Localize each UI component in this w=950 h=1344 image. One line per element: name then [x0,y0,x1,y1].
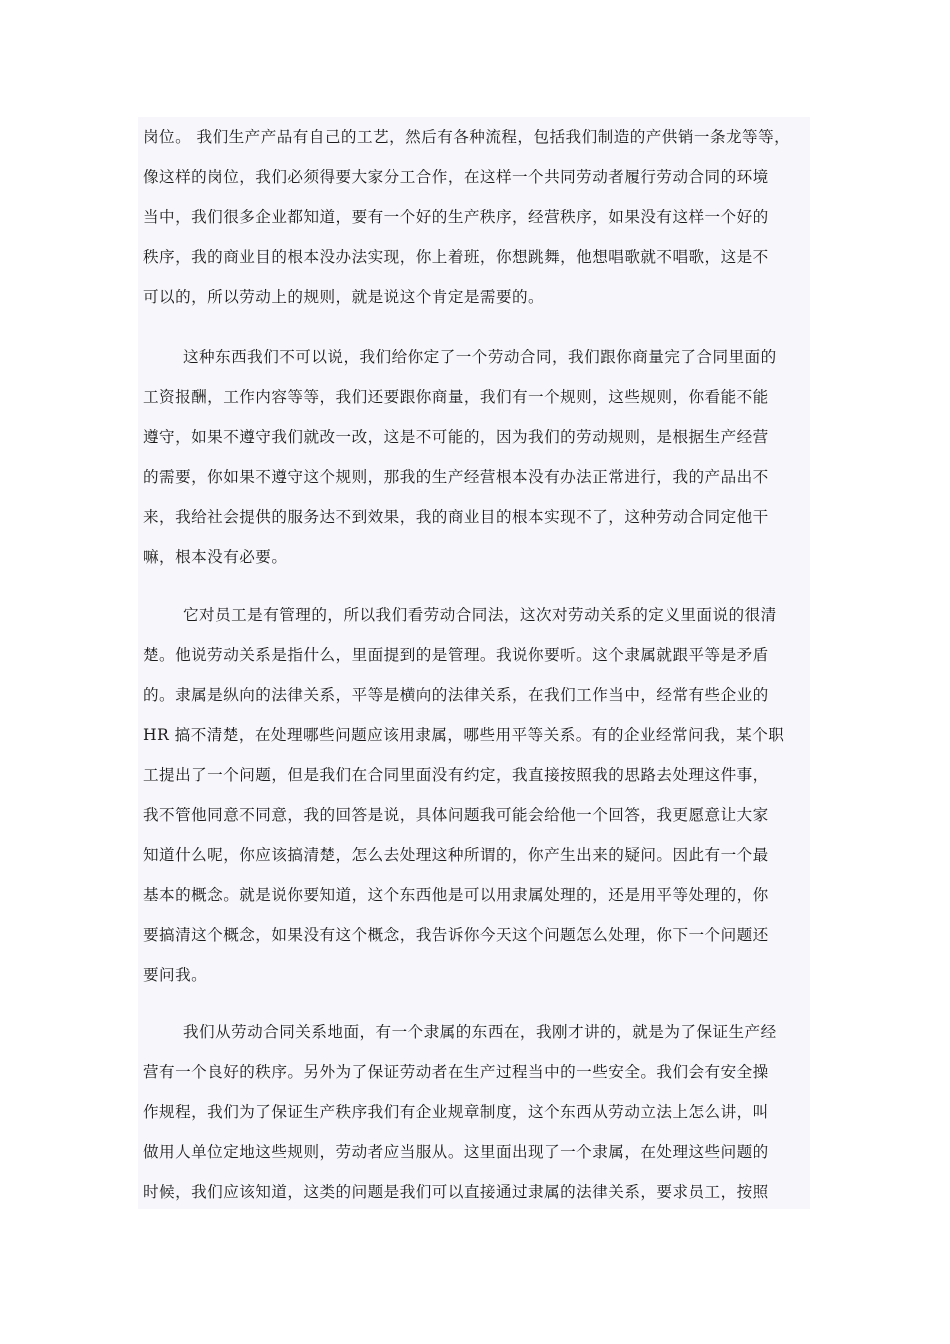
paragraph-line: 岗位。 我们生产产品有自己的工艺，然后有各种流程，包括我们制造的产供销一条龙等等， [143,128,791,146]
paragraph-line: 像这样的岗位，我们必须得要大家分工合作，在这样一个共同劳动者履行劳动合同的环境 [143,168,769,186]
paragraph-line: 它对员工是有管理的，所以我们看劳动合同法，这次对劳动关系的定义里面说的很清 [183,606,777,624]
paragraph-line: 可以的，所以劳动上的规则，就是说这个肯定是需要的。 [143,288,545,306]
paragraph-line: 要搞清这个概念，如果没有这个概念，我告诉你今天这个问题怎么处理，你下一个问题还 [143,926,769,944]
paragraph-line: 来，我给社会提供的服务达不到效果，我的商业目的根本实现不了，这种劳动合同定他干 [143,508,769,526]
paragraph-3 [143,595,784,995]
paragraph-line: 知道什么呢，你应该搞清楚，怎么去处理这种所谓的，你产生出来的疑问。因此有一个最 [143,846,769,864]
paragraph-line: 我们从劳动合同关系地面，有一个隶属的东西在，我刚才讲的，就是为了保证生产经 [183,1023,777,1041]
paragraph-line: 嘛，根本没有必要。 [143,548,288,566]
paragraph-line: 工提出了一个问题，但是我们在合同里面没有约定，我直接按照我的思路去处理这件事， [143,766,769,784]
paragraph-line: 工资报酬，工作内容等等，我们还要跟你商量，我们有一个规则，这些规则，你看能不能 [143,388,769,406]
paragraph-line: 的。隶属是纵向的法律关系，平等是横向的法律关系，在我们工作当中，经常有些企业的 [143,686,769,704]
paragraph-1 [143,117,790,317]
paragraph-line: 基本的概念。就是说你要知道，这个东西他是可以用隶属处理的，还是用平等处理的，你 [143,886,769,904]
paragraph-line: 营有一个良好的秩序。另外为了保证劳动者在生产过程当中的一些安全。我们会有安全操 [143,1063,769,1081]
paragraph-line: 作规程，我们为了保证生产秩序我们有企业规章制度，这个东西从劳动立法上怎么讲，叫 [143,1103,769,1121]
paragraph-line: 要问我。 [143,966,208,984]
paragraph-4 [143,1012,777,1212]
paragraph-line: 遵守，如果不遵守我们就改一改，这是不可能的，因为我们的劳动规则，是根据生产经营 [143,428,769,446]
paragraph-line: 的需要，你如果不遵守这个规则，那我的生产经营根本没有办法正常进行，我的产品出不 [143,468,769,486]
paragraph-line: 当中，我们很多企业都知道，要有一个好的生产秩序，经营秩序，如果没有这样一个好的 [143,208,769,226]
paragraph-line: HR 搞不清楚，在处理哪些问题应该用隶属，哪些用平等关系。有的企业经常问我，某个职 [143,726,785,744]
paragraph-line: 做用人单位定地这些规则，劳动者应当服从。这里面出现了一个隶属，在处理这些问题的 [143,1143,769,1161]
paragraph-line: 我不管他同意不同意，我的回答是说，具体问题我可能会给他一个回答，我更愿意让大家 [143,806,769,824]
paragraph-line: 楚。他说劳动关系是指什么，里面提到的是管理。我说你要听。这个隶属就跟平等是矛盾 [143,646,769,664]
paragraph-2 [143,337,777,577]
paragraph-line: 时候，我们应该知道，这类的问题是我们可以直接通过隶属的法律关系，要求员工，按照 [143,1183,769,1201]
paragraph-line: 这种东西我们不可以说，我们给你定了一个劳动合同，我们跟你商量完了合同里面的 [183,348,777,366]
paragraph-line: 秩序，我的商业目的根本没办法实现，你上着班，你想跳舞，他想唱歌就不唱歌，这是不 [143,248,769,266]
